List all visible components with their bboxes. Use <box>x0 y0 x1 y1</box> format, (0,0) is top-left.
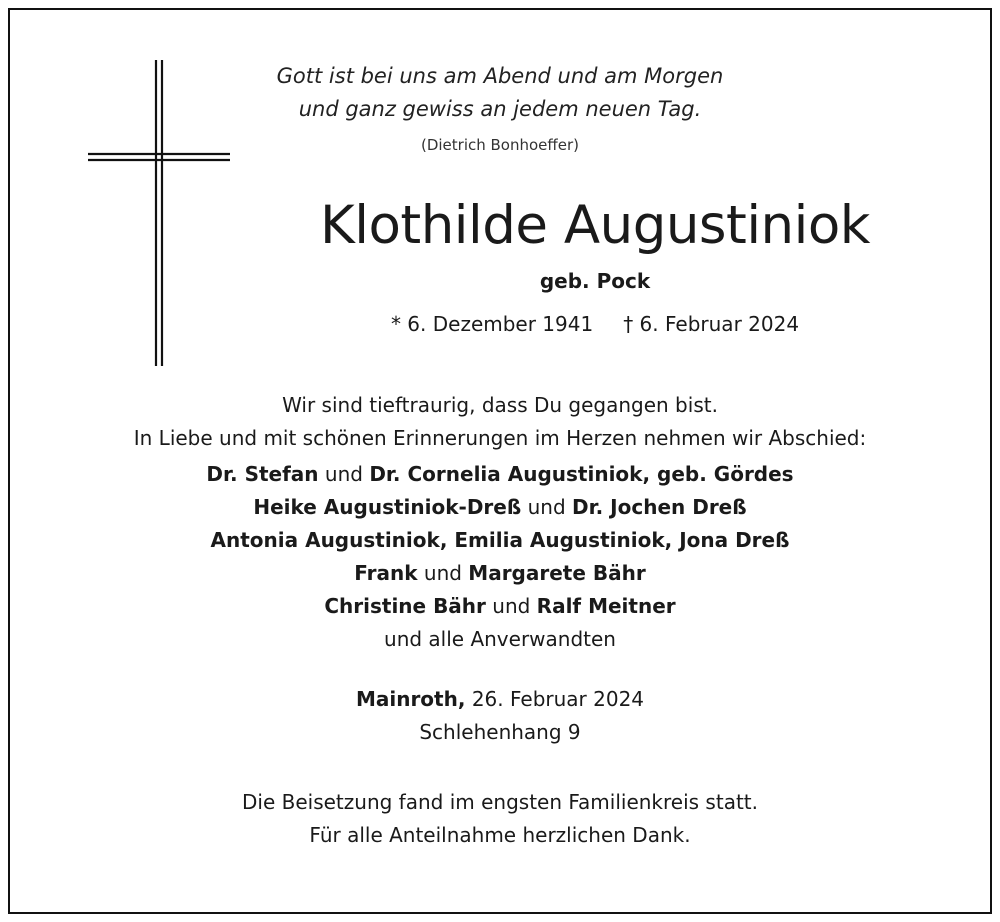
death-date: † 6. Februar 2024 <box>623 312 800 336</box>
closing-line-2: Für alle Anteilnahme herzlichen Dank. <box>309 823 691 847</box>
message-line-2: In Liebe und mit schönen Erinnerungen im Herzen nehmen wir Abschied: <box>133 426 867 450</box>
mourner-line-3: Antonia Augustiniok, Emilia Augustiniok, Jona Dreß <box>210 528 790 552</box>
deceased-name: Klothilde Augustiniok <box>320 195 870 256</box>
mourner-name: Dr. Stefan <box>206 462 319 486</box>
mourner-line-4 <box>0 557 1000 590</box>
mourner-line-6: und alle Anverwandten <box>384 627 616 651</box>
message-line-1: Wir sind tieftraurig, dass Du gegangen bist. <box>282 393 718 417</box>
quote-author: (Dietrich Bonhoeffer) <box>420 136 579 154</box>
closing-line-1: Die Beisetzung fand im engsten Familienkreis statt. <box>242 790 758 814</box>
notice-date: 26. Februar 2024 <box>471 687 645 711</box>
mourner-line-1 <box>0 458 1000 491</box>
place-city: Mainroth, <box>355 687 466 711</box>
conjunction: und <box>527 495 566 519</box>
place-date-line <box>0 683 1000 716</box>
conjunction: und <box>423 561 462 585</box>
mourner-name: Christine Bähr <box>324 594 486 618</box>
mourner-line-5 <box>0 590 1000 623</box>
maiden-name: geb. Pock <box>539 269 651 293</box>
conjunction: und <box>492 594 531 618</box>
mourner-name: Margarete Bähr <box>468 561 646 585</box>
quote-line-2: und ganz gewiss an jedem neuen Tag. <box>298 97 702 121</box>
birth-date: * 6. Dezember 1941 <box>390 312 594 336</box>
street-address: Schlehenhang 9 <box>419 720 581 744</box>
conjunction: und <box>324 462 363 486</box>
quote-line-1: Gott ist bei uns am Abend und am Morgen <box>276 64 724 88</box>
life-dates <box>95 312 1000 336</box>
mourner-name: Dr. Jochen Dreß <box>572 495 747 519</box>
mourner-line-2 <box>0 491 1000 524</box>
mourner-name: Dr. Cornelia Augustiniok, geb. Gördes <box>369 462 794 486</box>
mourner-name: Frank <box>354 561 418 585</box>
mourner-name: Heike Augustiniok-Dreß <box>253 495 522 519</box>
mourner-name: Ralf Meitner <box>536 594 676 618</box>
